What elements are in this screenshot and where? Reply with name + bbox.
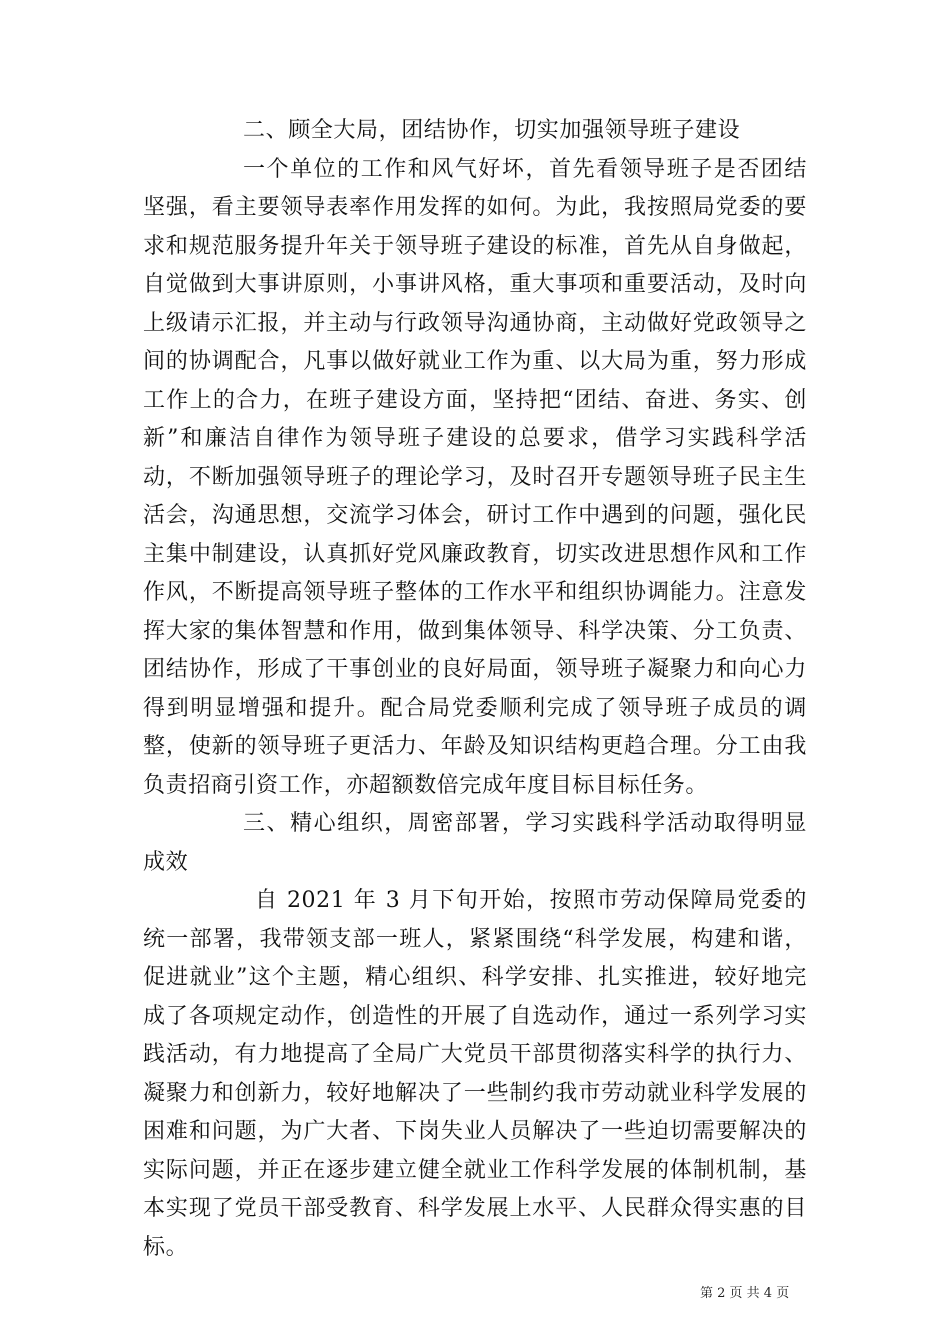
section-paragraph-2: 一个单位的工作和风气好坏，首先看领导班子是否团结坚强，看主要领导表率作用发挥的如何。为此，我按照局党委的要求和规范服务提升年关于领导班子建设的标准，首先从自身做起，自觉做到大事讲原则，小事讲风格，重大事项和重要活动，及时向上级请示汇报，并主动与行政领导沟通协商，主动做好党政领导之间的协调配合，凡事以做好就业工作为重、以大局为重，努力形成工作上的合力，在班子建设方面，坚持把“团结、奋进、务实、创新”和廉洁自律作为领导班子建设的总要求，借学习实践科学活动，不断加强领导班子的理论学习，及时召开专题领导班子民主生活会，沟通思想，交流学习体会，研讨工作中遇到的问题，强化民主集中制建设，认真抓好党风廉政教育，切实改进思想作风和工作作风，不断提高领导班子整体的工作水平和组织协调能力。注意发挥大家的集体智慧和作用，做到集体领导、科学决策、分工负责、团结协作，形成了干事创业的良好局面，领导班子凝聚力和向心力得到明显增强和提升。配合局党委顺利完成了领导班子成员的调整，使新的领导班子更活力、年龄及知识结构更趋合理。分工由我负责招商引资工作，亦超额数倍完成年度目标目标任务。 xyxy=(143,156,807,798)
section-heading-3: 三、精心组织，周密部署，学习实践科学活动取得明显成效 xyxy=(143,811,807,875)
section-paragraph-3: 自 2021 年 3 月下旬开始，按照市劳动保障局党委的统一部署，我带领支部一班人，紧紧围绕“科学发展，构建和谐，促进就业”这个主题，精心组织、科学安排、扎实推进，较好地完成了各项规定动作，创造性的开展了自选动作，通过一系列学习实践活动，有力地提高了全局广大党员干部贯彻落实科学的执行力、凝聚力和创新力，较好地解决了一些制约我市劳动就业科学发展的困难和问题，为广大者、下岗失业人员解决了一些迫切需要解决的实际问题，并正在逐步建立健全就业工作科学发展的体制机制，基本实现了党员干部受教育、科学发展上水平、人民群众得实惠的目标。 xyxy=(143,888,807,1260)
document-body xyxy=(143,112,807,1267)
section-heading-2: 二、顾全大局，团结协作，切实加强领导班子建设 xyxy=(243,118,741,143)
page-number-footer: 第 2 页 共 4 页 xyxy=(700,1286,790,1301)
